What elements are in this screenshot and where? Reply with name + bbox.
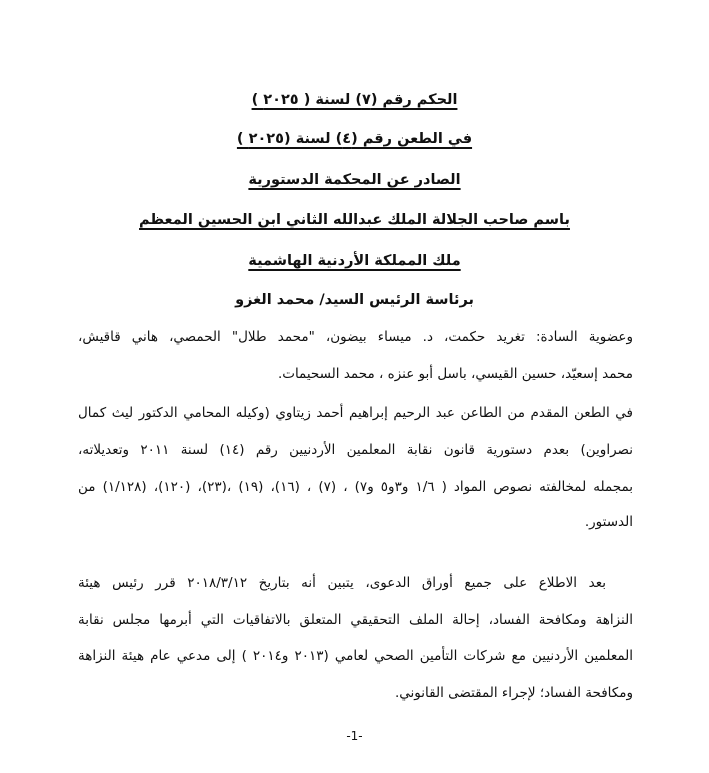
- heading-kingdom: ملك المملكة الأردنية الهاشمية: [248, 253, 461, 269]
- heading-judgment-number: الحكم رقم (٧) لسنة ( ٢٠٢٥ ): [251, 92, 458, 108]
- king-title: [0, 210, 709, 230]
- appeal-line: بمجمله لمخالفته نصوص المواد ( ١/٦ و٣و٥ و٧) ، (٧) ، (١٦)، (١٩) ،(٢٣)، (١٢٠)، (١/١٢٨) من: [78, 479, 634, 495]
- kingdom-title: [0, 251, 709, 271]
- appeal-line: في الطعن المقدم من الطاعن عبد الرحيم إبراهيم أحمد زيتاوي (وكيله المحامي الدكتور ليث كمال: [78, 405, 633, 421]
- facts-line: بعد الاطلاع على جميع أوراق الدعوى، يتبين أنه بتاريخ ٢٠١٨/٣/١٢ قرر رئيس هيئة: [78, 575, 606, 591]
- members-line: محمد إسعيّد، حسين القيسي، باسل أبو عنزه ، محمد السحيمات.: [277, 366, 633, 382]
- judgment-title: [0, 90, 709, 110]
- members-line: وعضوية السادة: تغريد حكمت، د. ميساء بيضون، "محمد طلال" الحمصي، هاني قاقيش،: [78, 329, 633, 345]
- page-number: -1-: [346, 729, 363, 743]
- heading-king: باسم صاحب الجلالة الملك عبدالله الثاني ابن الحسين المعظم: [139, 212, 570, 228]
- heading-court: الصادر عن المحكمة الدستورية: [248, 172, 461, 188]
- appeal-line: نصراوين) بعدم دستورية قانون نقابة المعلمين الأردنيين رقم (١٤) لسنة ٢٠١١ وتعديلاته،: [78, 442, 633, 458]
- appeal-title: [0, 129, 709, 149]
- facts-line: النزاهة ومكافحة الفساد، إحالة الملف التحقيقي المتعلق بالاتفاقيات التي أبرمها مجلس نقابة: [78, 612, 633, 628]
- heading-appeal-number: في الطعن رقم (٤) لسنة (٢٠٢٥ ): [236, 131, 473, 147]
- presiding-title: [0, 290, 709, 310]
- heading-presiding: برئاسة الرئيس السيد/ محمد الغزو: [235, 292, 474, 308]
- court-title: [0, 170, 709, 190]
- facts-line: ومكافحة الفساد؛ لإجراء المقتضى القانوني.: [394, 685, 633, 701]
- appeal-line: الدستور.: [584, 514, 633, 530]
- facts-line: المعلمين الأردنيين مع شركات التأمين الصحي لعامي (٢٠١٣ و٢٠١٤ ) إلى مدعي عام هيئة النزاهة: [78, 648, 634, 664]
